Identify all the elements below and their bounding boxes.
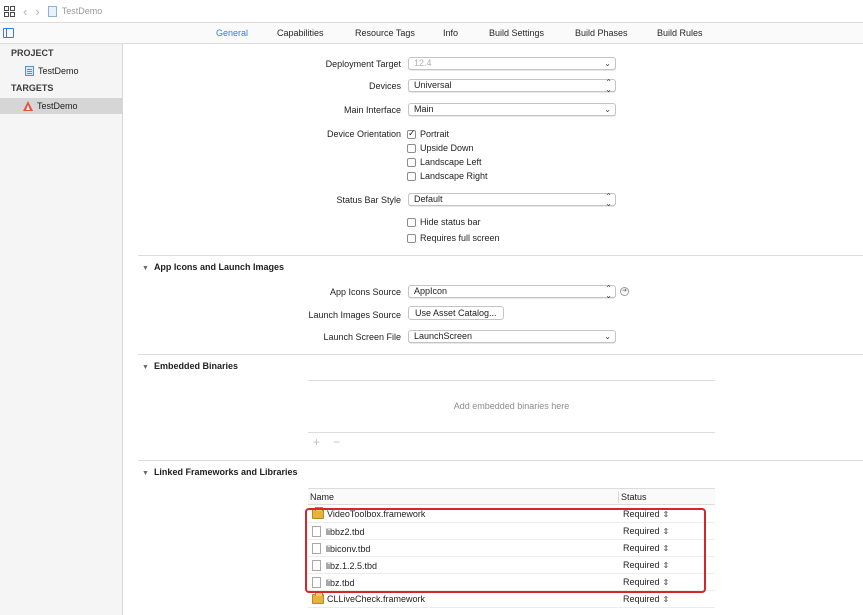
row-name: libz.1.2.5.tbd — [326, 560, 378, 571]
checkbox-icon — [407, 172, 416, 181]
sidebar-item-project[interactable] — [0, 63, 122, 79]
breadcrumb[interactable]: TestDemo — [61, 6, 103, 16]
up-down-chevron-icon: ⇕ — [662, 578, 670, 587]
chevron-down-icon: ⌄ — [604, 105, 611, 114]
navigation-bar — [0, 0, 863, 22]
app-icons-source-value: AppIcon — [414, 286, 448, 296]
status-value: Required — [623, 577, 660, 587]
launch-screen-file-combo[interactable] — [408, 330, 616, 343]
status-value: Required — [623, 509, 660, 519]
app-icons-source-label: App Icons Source — [329, 287, 401, 297]
row-name: VideoToolbox.framework — [327, 509, 426, 519]
checkbox-label: Landscape Right — [420, 171, 488, 181]
status-bar-style-label: Status Bar Style — [336, 195, 401, 205]
main-interface-label: Main Interface — [343, 105, 401, 115]
use-asset-catalog-button[interactable]: Use Asset Catalog... — [408, 306, 504, 320]
up-down-chevron-icon: ⇕ — [662, 561, 670, 570]
tab-general[interactable]: General — [216, 28, 249, 38]
tab-info[interactable]: Info — [443, 28, 459, 38]
main-interface-combo[interactable] — [408, 103, 616, 116]
checkbox-icon — [407, 144, 416, 153]
status-bar-style-value: Default — [414, 194, 443, 204]
row-name: libz.tbd — [326, 577, 355, 588]
sidebar-item-target[interactable] — [0, 98, 122, 114]
editor-tab-bar — [0, 22, 863, 44]
app-icons-source-popup[interactable] — [408, 285, 616, 298]
portrait-checkbox[interactable] — [407, 129, 449, 139]
row-name: libiconv.tbd — [326, 543, 371, 554]
project-header: PROJECT — [11, 48, 54, 58]
landscape-left-checkbox[interactable] — [407, 157, 482, 167]
status-bar-style-popup[interactable] — [408, 193, 616, 206]
targets-header: TARGETS — [11, 83, 54, 93]
go-to-asset-icon[interactable]: ➔ — [621, 288, 628, 294]
table-header — [308, 488, 715, 505]
device-orientation-label: Device Orientation — [326, 129, 401, 139]
table-row[interactable] — [308, 591, 715, 608]
forward-arrow-icon[interactable]: › — [35, 3, 40, 19]
column-header-status[interactable]: Status — [621, 492, 647, 502]
tab-build-settings[interactable]: Build Settings — [489, 28, 545, 38]
tab-resource-tags[interactable]: Resource Tags — [355, 28, 415, 38]
checkbox-label: Requires full screen — [420, 233, 500, 243]
checkbox-label: Upside Down — [420, 143, 474, 153]
sidebar-item-label: TestDemo — [38, 66, 79, 76]
checkbox-label: Landscape Left — [420, 157, 482, 167]
status-value: Required — [623, 594, 660, 604]
launch-screen-file-value: LaunchScreen — [414, 331, 473, 341]
checkbox-icon — [407, 234, 416, 243]
checkbox-icon — [407, 218, 416, 227]
embedded-binaries-list[interactable] — [308, 380, 715, 433]
row-name: CLLiveCheck.framework — [327, 594, 426, 604]
landscape-right-checkbox[interactable] — [407, 171, 488, 181]
section-title[interactable]: ▼ App Icons and Launch Images — [142, 262, 284, 272]
back-arrow-icon[interactable]: ‹ — [23, 3, 28, 19]
tab-capabilities[interactable]: Capabilities — [277, 28, 324, 38]
devices-value: Universal — [414, 80, 452, 90]
sidebar-toggle-icon[interactable] — [3, 28, 14, 38]
upside-down-checkbox[interactable] — [407, 143, 474, 153]
checkbox-checked-icon — [407, 130, 416, 139]
devices-popup[interactable] — [408, 79, 616, 92]
status-value: Required — [623, 560, 660, 570]
hide-status-bar-checkbox[interactable] — [407, 217, 481, 227]
status-value: Required — [623, 526, 660, 536]
checkbox-icon — [407, 158, 416, 167]
section-title[interactable]: ▼ Linked Frameworks and Libraries — [142, 467, 298, 477]
up-down-chevron-icon: ⇕ — [662, 595, 670, 604]
section-title[interactable]: ▼ Embedded Binaries — [142, 361, 238, 371]
chevron-down-icon: ⌄ — [604, 332, 611, 341]
up-down-chevron-icon: ⇕ — [662, 527, 670, 536]
requires-full-screen-checkbox[interactable] — [407, 233, 500, 243]
up-down-chevron-icon: ⇕ — [662, 510, 670, 519]
row-name: libbz2.tbd — [326, 526, 365, 537]
up-down-chevron-icon: ⌃ ⌄ — [605, 192, 612, 208]
launch-screen-file-label: Launch Screen File — [323, 332, 401, 342]
sidebar-item-label: TestDemo — [37, 101, 78, 111]
column-divider — [618, 491, 619, 503]
tab-build-phases[interactable]: Build Phases — [575, 28, 628, 38]
checkbox-label: Portrait — [420, 129, 450, 139]
up-down-chevron-icon: ⌃ ⌄ — [605, 78, 612, 94]
status-value: Required — [623, 543, 660, 553]
project-sidebar — [0, 44, 123, 615]
devices-label: Devices — [368, 81, 401, 91]
checkbox-label: Hide status bar — [420, 217, 481, 227]
chevron-down-icon: ⌄ — [604, 59, 611, 68]
up-down-chevron-icon: ⌃ ⌄ — [605, 284, 612, 300]
up-down-chevron-icon: ⇕ — [662, 544, 670, 553]
add-icon[interactable]: + — [313, 435, 321, 449]
related-items-icon[interactable] — [4, 6, 15, 17]
deployment-target-value: 12.4 — [414, 58, 432, 68]
project-icon — [25, 66, 34, 76]
general-settings-pane — [124, 44, 863, 615]
project-file-icon — [48, 6, 57, 17]
status-popup[interactable] — [623, 594, 669, 604]
framework-icon — [312, 594, 324, 604]
launch-images-source-label: Launch Images Source — [308, 310, 401, 320]
column-header-name[interactable]: Name — [310, 492, 335, 502]
main-interface-value: Main — [414, 104, 434, 114]
empty-placeholder: Add embedded binaries here — [453, 401, 570, 411]
app-target-icon — [23, 101, 34, 111]
deployment-target-popup[interactable] — [408, 57, 616, 70]
deployment-target-label: Deployment Target — [325, 59, 401, 69]
remove-icon[interactable]: − — [333, 435, 341, 449]
tab-build-rules[interactable]: Build Rules — [657, 28, 703, 38]
red-highlight-annotation — [305, 508, 706, 593]
